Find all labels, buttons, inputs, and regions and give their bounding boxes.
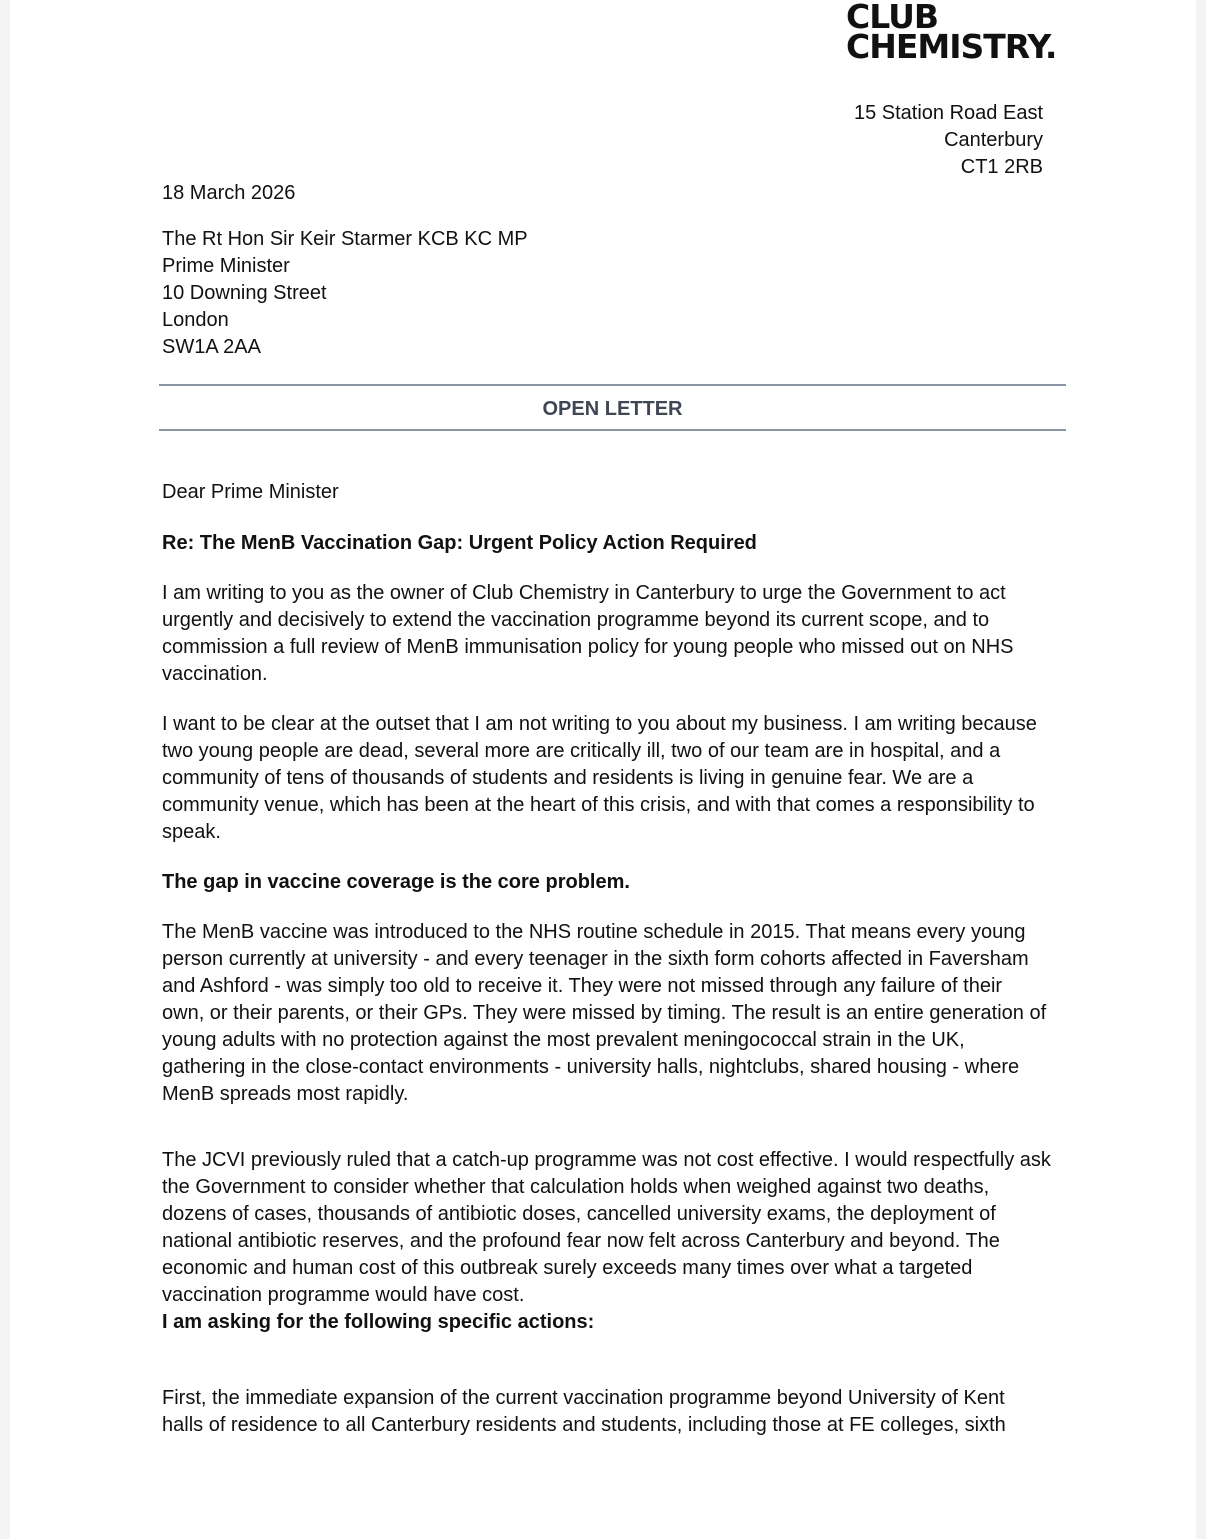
paragraph-1 (162, 580, 1062, 688)
text-line: First, the immediate expansion of the current vaccination programme beyond University of Kent (162, 1387, 1005, 1409)
recipient-line: SW1A 2AA (162, 336, 261, 358)
text-line: own, or their parents, or their GPs. They were missed by timing. The result is an entire generation of (162, 1002, 1047, 1024)
text-line: The MenB vaccine was introduced to the NHS routine schedule in 2015. That means every young (162, 921, 1026, 943)
recipient-line: London (162, 309, 229, 331)
text-line: I want to be clear at the outset that I am not writing to you about my business. I am writing because (162, 713, 1037, 735)
text-line: urgently and decisively to extend the vaccination programme beyond its current scope, and to (162, 609, 990, 631)
letter-page (10, 0, 1196, 1539)
logo-line-2: CHEMISTRY. (846, 27, 1057, 66)
address-line: Canterbury (944, 129, 1043, 151)
recipient-line: Prime Minister (162, 255, 290, 277)
recipient-line: The Rt Hon Sir Keir Starmer KCB KC MP (162, 228, 528, 250)
logo-line-1: CLUB (846, 0, 939, 36)
text-line: halls of residence to all Canterbury residents and students, including those at FE colleges, sixth (162, 1414, 1006, 1436)
paragraph-5 (162, 1385, 1062, 1439)
paragraph-2 (162, 711, 1062, 846)
text-line: dozens of cases, thousands of antibiotic doses, cancelled university exams, the deployment of (162, 1203, 996, 1225)
address-line: CT1 2RB (960, 156, 1043, 178)
banner-top-rule (159, 384, 1066, 386)
text-line: vaccination. (162, 663, 268, 685)
open-letter-banner: OPEN LETTER (542, 398, 683, 420)
text-line: the Government to consider whether that calculation holds when weighed against two deaths, (162, 1176, 990, 1198)
text-line: young adults with no protection against the most prevalent meningococcal strain in the UK, (162, 1029, 965, 1051)
text-line: MenB spreads most rapidly. (162, 1083, 409, 1105)
text-line: speak. (162, 821, 221, 843)
text-line: national antibiotic reserves, and the profound fear now felt across Canterbury and beyond. The (162, 1230, 1000, 1252)
text-line: person currently at university - and every teenager in the sixth form cohorts affected in Faversham (162, 948, 1029, 970)
recipient-line: 10 Downing Street (162, 282, 327, 304)
text-line: two young people are dead, several more are critically ill, two of our team are in hospital, and a (162, 740, 1001, 762)
paragraph-4 (162, 1147, 1062, 1336)
recipient-address (162, 226, 528, 361)
text-line: and Ashford - was simply too old to receive it. They were not missed through any failure of their (162, 975, 1003, 997)
paragraph-3 (162, 919, 1062, 1108)
text-line: community of tens of thousands of students and residents is living in genuine fear. We are a (162, 767, 974, 789)
text-line: vaccination programme would have cost. (162, 1284, 525, 1306)
subject-line: Re: The MenB Vaccination Gap: Urgent Policy Action Required (162, 532, 757, 554)
text-line: The JCVI previously ruled that a catch-up programme was not cost effective. I would respectfully ask (162, 1149, 1051, 1171)
address-line: 15 Station Road East (853, 102, 1043, 124)
banner-bottom-rule (159, 429, 1066, 431)
letter-date: 18 March 2026 (162, 182, 296, 204)
sender-address (854, 100, 1043, 181)
text-line: I am writing to you as the owner of Club Chemistry in Canterbury to urge the Government to act (162, 582, 1006, 604)
text-line: community venue, which has been at the heart of this crisis, and with that comes a responsibility to (162, 794, 1035, 816)
club-chemistry-logo (846, 0, 1057, 66)
section-heading: The gap in vaccine coverage is the core problem. (162, 871, 630, 893)
section-heading: I am asking for the following specific actions: (162, 1311, 595, 1333)
salutation: Dear Prime Minister (162, 481, 339, 503)
text-line: commission a full review of MenB immunisation policy for young people who missed out on NHS (162, 636, 1014, 658)
text-line: economic and human cost of this outbreak surely exceeds many times over what a targeted (162, 1257, 973, 1279)
text-line: gathering in the close-contact environments - university halls, nightclubs, shared housing - where (162, 1056, 1020, 1078)
